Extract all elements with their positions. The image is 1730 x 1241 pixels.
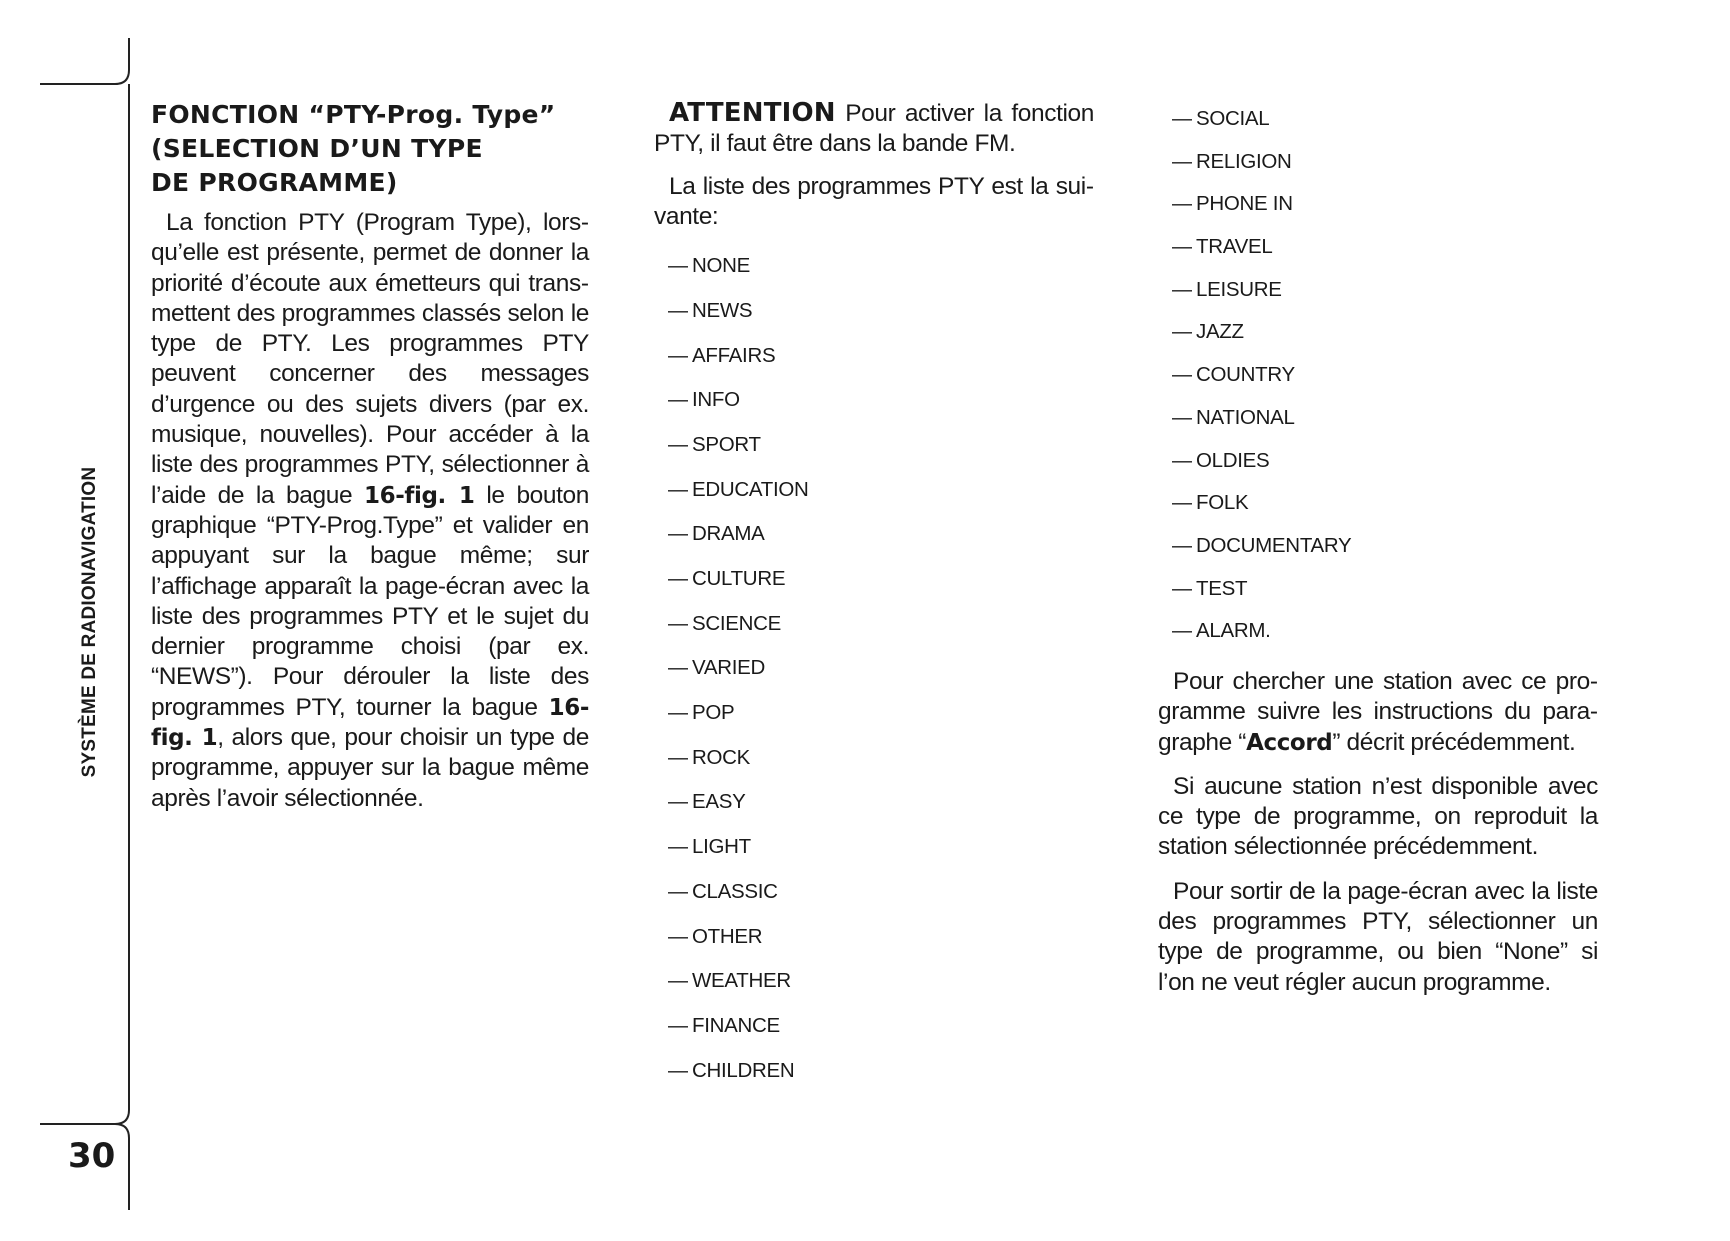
text-run: La fonction PTY (Program Type), lorsqu’elle est présente, permet de donner la priorité d’écoute aux émetteurs qui transmettent des programmes classés selon le type de PTY. Les programmes PTY peuvent concerner des messages d’urgence ou des sujets divers (par ex. musique, nouvelles). Pour accéder à la liste des programmes PTY, sélectionner à l’aide de la bague — [151, 209, 589, 509]
pty-list-item — [1158, 226, 1598, 269]
dash-bullet: — — [1172, 236, 1192, 259]
section-label: SYSTÈME DE RADIONAVIGATION — [79, 466, 100, 778]
dash-bullet: — — [1172, 577, 1192, 600]
dash-bullet: — — [668, 880, 688, 903]
pty-list-item — [1158, 183, 1598, 226]
dash-bullet: — — [1172, 321, 1192, 344]
dash-bullet: — — [1172, 278, 1192, 301]
pty-item-label: DRAMA — [692, 522, 765, 546]
pty-list-1 — [654, 244, 1094, 1093]
pty-item-label: ROCK — [692, 745, 751, 769]
pty-list-item — [1158, 98, 1598, 141]
dash-bullet: — — [1172, 534, 1192, 557]
pty-list-item — [654, 825, 1094, 870]
column-3 — [1158, 98, 1598, 998]
pty-list-item — [1158, 525, 1598, 568]
dash-bullet: — — [668, 433, 688, 456]
pty-item-label: ALARM. — [1196, 619, 1271, 643]
dash-bullet: — — [1172, 620, 1192, 643]
dash-bullet: — — [1172, 108, 1192, 130]
list-intro: La liste des programmes PTY est la suivante: — [654, 172, 1094, 230]
pty-item-label: DOCUMENTARY — [1196, 533, 1352, 557]
pty-item-label: NONE — [692, 254, 751, 278]
dash-bullet: — — [668, 746, 688, 769]
search-instructions-paragraph — [1158, 667, 1598, 758]
pty-item-label: AFFAIRS — [692, 343, 776, 367]
pty-item-label: TRAVEL — [1196, 235, 1273, 259]
pty-item-label: OTHER — [692, 924, 763, 948]
pty-item-label: INFO — [692, 388, 740, 412]
section-heading — [151, 98, 589, 200]
pty-list-item — [1158, 482, 1598, 525]
pty-list-item — [1158, 440, 1598, 483]
pty-list-item — [654, 512, 1094, 557]
pty-list-item — [654, 736, 1094, 781]
pty-list-item — [654, 468, 1094, 513]
dash-bullet: — — [668, 836, 688, 859]
pty-list-item — [1158, 354, 1598, 397]
heading-line-1: FONCTION “PTY-Prog. Type” — [151, 100, 556, 129]
pty-item-label: PHONE IN — [1196, 192, 1293, 216]
dash-bullet: — — [668, 568, 688, 590]
pty-item-label: OLDIES — [1196, 448, 1270, 472]
pty-item-label: COUNTRY — [1196, 363, 1295, 387]
dash-bullet: — — [1172, 150, 1192, 173]
pty-item-label: SCIENCE — [692, 611, 782, 635]
dash-bullet: — — [668, 389, 688, 412]
pty-item-label: SOCIAL — [1196, 107, 1270, 130]
pty-list-item — [654, 870, 1094, 915]
pty-item-label: JAZZ — [1196, 320, 1244, 344]
pty-item-label: SPORT — [692, 432, 761, 456]
dash-bullet: — — [1172, 364, 1192, 387]
pty-list-item — [654, 289, 1094, 334]
dash-bullet: — — [1172, 492, 1192, 515]
dash-bullet: — — [1172, 449, 1192, 472]
dash-bullet: — — [668, 1014, 688, 1037]
pty-list-item — [1158, 397, 1598, 440]
pty-item-label: FOLK — [1196, 491, 1249, 515]
pty-list-item — [654, 557, 1094, 602]
text-run: le bouton graphique “PTY-Prog.Type” et valider en appuyant sur la bague même; sur l’affichage apparaît la page-écran avec la liste des programmes PTY et le sujet du dernier programme choisi (par ex. “NEWS”). Pour dérouler la liste des programmes PTY, tourner la bague — [151, 481, 589, 721]
dash-bullet: — — [668, 299, 688, 322]
section-reference: Accord — [1246, 729, 1333, 756]
heading-line-2: (SELECTION D’UN TYPE — [151, 134, 483, 163]
pty-description-paragraph — [151, 208, 589, 814]
figure-reference: 16-fig. 1 — [364, 482, 475, 509]
attention-title: ATTENTION — [669, 98, 836, 128]
pty-list-item — [654, 1004, 1094, 1049]
pty-item-label: EASY — [692, 790, 746, 814]
pty-item-label: NATIONAL — [1196, 405, 1295, 429]
pty-item-label: LIGHT — [692, 835, 751, 859]
pty-item-label: CLASSIC — [692, 879, 778, 903]
pty-item-label: CULTURE — [692, 567, 786, 590]
dash-bullet: — — [668, 1059, 688, 1082]
figure-reference: 16-fig. 1 — [151, 694, 589, 752]
pty-list-item — [1158, 141, 1598, 184]
column-1 — [151, 98, 589, 814]
pty-item-label: LEISURE — [1196, 277, 1282, 301]
dash-bullet: — — [668, 791, 688, 814]
dash-bullet: — — [1172, 193, 1192, 216]
dash-bullet: — — [668, 612, 688, 635]
dash-bullet: — — [668, 925, 688, 948]
pty-item-label: NEWS — [692, 298, 753, 322]
pty-item-label: VARIED — [692, 656, 766, 680]
attention-note — [654, 98, 1094, 160]
column-2 — [654, 98, 1094, 1093]
pty-item-label: FINANCE — [692, 1013, 780, 1037]
dash-bullet: — — [668, 970, 688, 993]
pty-item-label: EDUCATION — [692, 477, 809, 501]
pty-list-item — [654, 423, 1094, 468]
pty-list-item — [654, 334, 1094, 379]
pty-item-label: WEATHER — [692, 969, 791, 993]
exit-paragraph: Pour sortir de la page-écran avec la liste des programmes PTY, sélectionner un type de programme, ou bien “None” si l’on ne veut régler aucun programme. — [1158, 877, 1598, 996]
pty-item-label: TEST — [1196, 576, 1248, 600]
dash-bullet: — — [668, 344, 688, 367]
pty-list-item — [654, 1049, 1094, 1094]
pty-list-item — [654, 780, 1094, 825]
dash-bullet: — — [668, 702, 688, 725]
pty-list-item — [1158, 568, 1598, 611]
pty-item-label: RELIGION — [1196, 149, 1292, 173]
dash-bullet: — — [668, 657, 688, 680]
text-run: ” décrit précédemment. — [1332, 728, 1576, 756]
dash-bullet: — — [1172, 406, 1192, 429]
pty-item-label: POP — [692, 701, 735, 725]
pty-list-item — [1158, 311, 1598, 354]
pty-list-item — [654, 691, 1094, 736]
pty-list-item — [654, 378, 1094, 423]
page-number: 30 — [68, 1136, 116, 1176]
text-run: , alors que, pour choisir un type de programme, appuyer sur la bague même après l’avoir sélectionnée. — [151, 724, 589, 812]
attention-text: Pour activer la fonction PTY, il faut être dans la bande FM. — [654, 100, 1094, 158]
pty-list-item — [654, 915, 1094, 960]
pty-list-item — [1158, 269, 1598, 312]
pty-item-label: CHILDREN — [692, 1058, 795, 1082]
pty-list-item — [654, 646, 1094, 691]
pty-list-item — [1158, 610, 1598, 653]
no-station-paragraph: Si aucune station n’est disponible avec ce type de programme, on reproduit la station sélectionnée précédemment. — [1158, 772, 1598, 861]
text-run: Pour chercher une station avec ce programme suivre les instructions du paragraphe “ — [1158, 667, 1598, 756]
pty-list-item — [654, 602, 1094, 647]
dash-bullet: — — [668, 523, 688, 546]
pty-list-2 — [1158, 98, 1598, 653]
dash-bullet: — — [668, 478, 688, 501]
pty-list-item — [654, 959, 1094, 1004]
heading-line-3: DE PROGRAMME) — [151, 168, 398, 197]
dash-bullet: — — [668, 255, 688, 278]
pty-list-item — [654, 244, 1094, 289]
